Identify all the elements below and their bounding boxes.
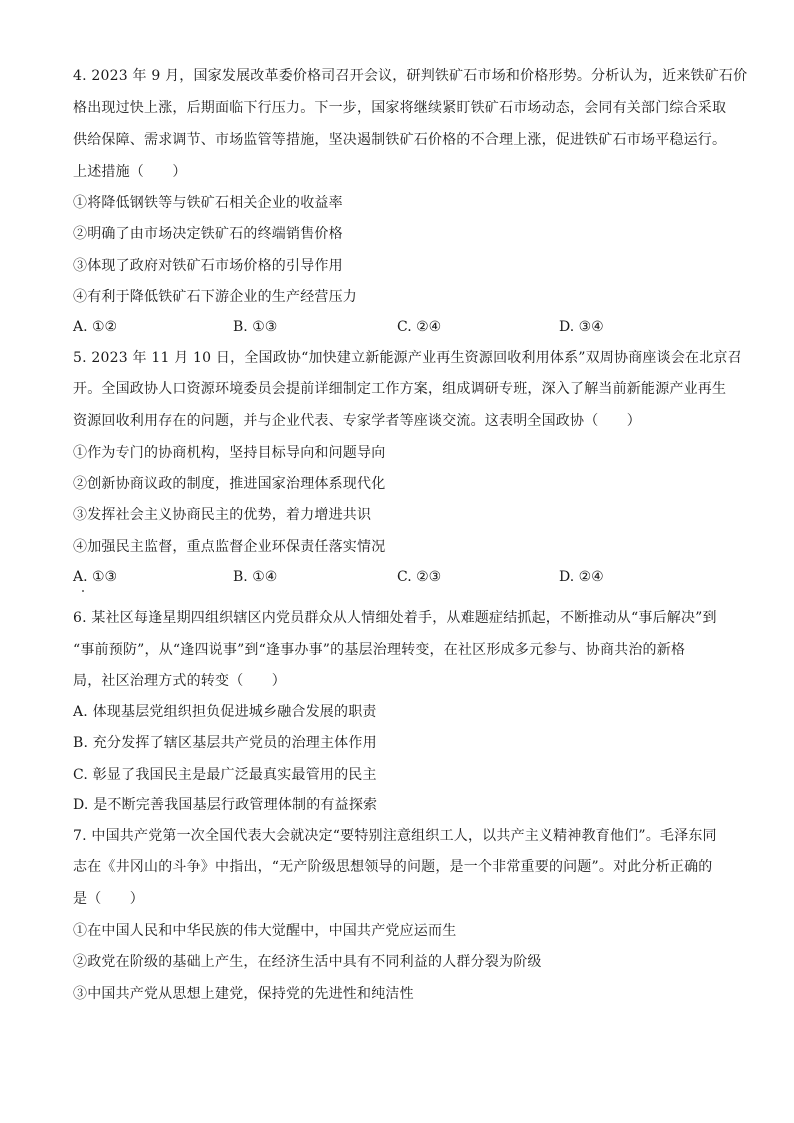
q4-stem-line-1: 4. 2023 年 9 月，国家发展改革委价格司召开会议，研判铁矿石市场和价格形势。分析认为，近来铁矿石价 <box>73 68 748 84</box>
q6-stem-line-2: “事前预防”，从“逢四说事”到“逢事办事”的基层治理转变，在社区形成多元参与、协商共治的新格 <box>73 642 686 658</box>
q4-statement-2: ②明确了由市场决定铁矿石的终端销售价格 <box>73 226 343 242</box>
q5-stem-line-3: 资源回收利用存在的问题，并与企业代表、专家学者等座谈交流。这表明全国政协（ ） <box>73 413 641 429</box>
q6-option-c: C. 彰显了我国民主是最广泛最真实最管用的民主 <box>73 767 377 783</box>
q5-statement-1: ①作为专门的协商机构，坚持目标导向和问题导向 <box>73 445 386 461</box>
q6-stem-line-1: 6. 某社区每逢星期四组织辖区内党员群众从人情细处着手，从难题症结抓起，不断推动从“事后解决”到 <box>73 610 717 626</box>
q7-statement-3: ③中国共产党从思想上建党，保持党的先进性和纯洁性 <box>73 986 414 1002</box>
q4-option-b: B. ①③ <box>233 319 278 335</box>
q6-stem-line-3: 局，社区治理方式的转变（ ） <box>73 673 286 689</box>
q4-statement-1: ①将降低钢铁等与铁矿石相关企业的收益率 <box>73 195 343 211</box>
q5-statement-2: ②创新协商议政的制度，推进国家治理体系现代化 <box>73 476 386 492</box>
q4-option-a: A. ①② <box>73 319 118 335</box>
q5-stem-line-2: 开。全国政协人口资源环境委员会提前详细制定工作方案，组成调研专班，深入了解当前新能源产业再生 <box>73 381 727 397</box>
q5-option-b: B. ①④ <box>233 569 278 585</box>
q6-option-d: D. 是不断完善我国基层行政管理体制的有益探索 <box>73 797 378 813</box>
q7-stem-line-1: 7. 中国共产党第一次全国代表大会就决定“要特别注意组织工人，以共产主义精神教育他们”。毛泽东同 <box>73 828 717 844</box>
q4-statement-4: ④有利于降低铁矿石下游企业的生产经营压力 <box>73 289 357 305</box>
q5-statement-3: ③发挥社会主义协商民主的优势，着力增进共识 <box>73 507 372 523</box>
q5-option-c: C. ②③ <box>397 569 442 585</box>
q4-statement-3: ③体现了政府对铁矿石市场价格的引导作用 <box>73 258 343 274</box>
q7-stem-line-3: 是（ ） <box>73 891 144 907</box>
q7-statement-1: ①在中国人民和中华民族的伟大觉醒中，中国共产党应运而生 <box>73 923 457 939</box>
q4-option-c: C. ②④ <box>397 319 442 335</box>
q6-option-a: A. 体现基层党组织担负促进城乡融合发展的职责 <box>73 704 377 720</box>
q5-statement-4: ④加强民主监督，重点监督企业环保责任落实情况 <box>73 539 386 555</box>
q5-option-a: A. ①③ <box>73 569 118 585</box>
q7-stem-line-2: 志在《井冈山的斗争》中指出，“无产阶级思想领导的问题，是一个非常重要的问题”。对此分析正确的 <box>73 859 713 875</box>
stray-dot-mark <box>82 590 84 592</box>
q4-stem-line-2: 格出现过快上涨，后期面临下行压力。下一步，国家将继续紧盯铁矿石市场动态，会同有关部门综合采取 <box>73 100 727 116</box>
q4-stem-line-4: 上述措施（ ） <box>73 164 187 180</box>
q7-statement-2: ②政党在阶级的基础上产生，在经济生活中具有不同利益的人群分裂为阶级 <box>73 954 542 970</box>
q4-option-d: D. ③④ <box>559 319 604 335</box>
q5-stem-line-1: 5. 2023 年 11 月 10 日，全国政协“加快建立新能源产业再生资源回收利用体系”双周协商座谈会在北京召 <box>73 350 742 366</box>
q4-stem-line-3: 供给保障、需求调节、市场监管等措施，坚决遏制铁矿石价格的不合理上涨，促进铁矿石市场平稳运行。 <box>73 132 727 148</box>
q5-option-d: D. ②④ <box>559 569 604 585</box>
q6-option-b: B. 充分发挥了辖区基层共产党员的治理主体作用 <box>73 735 377 751</box>
